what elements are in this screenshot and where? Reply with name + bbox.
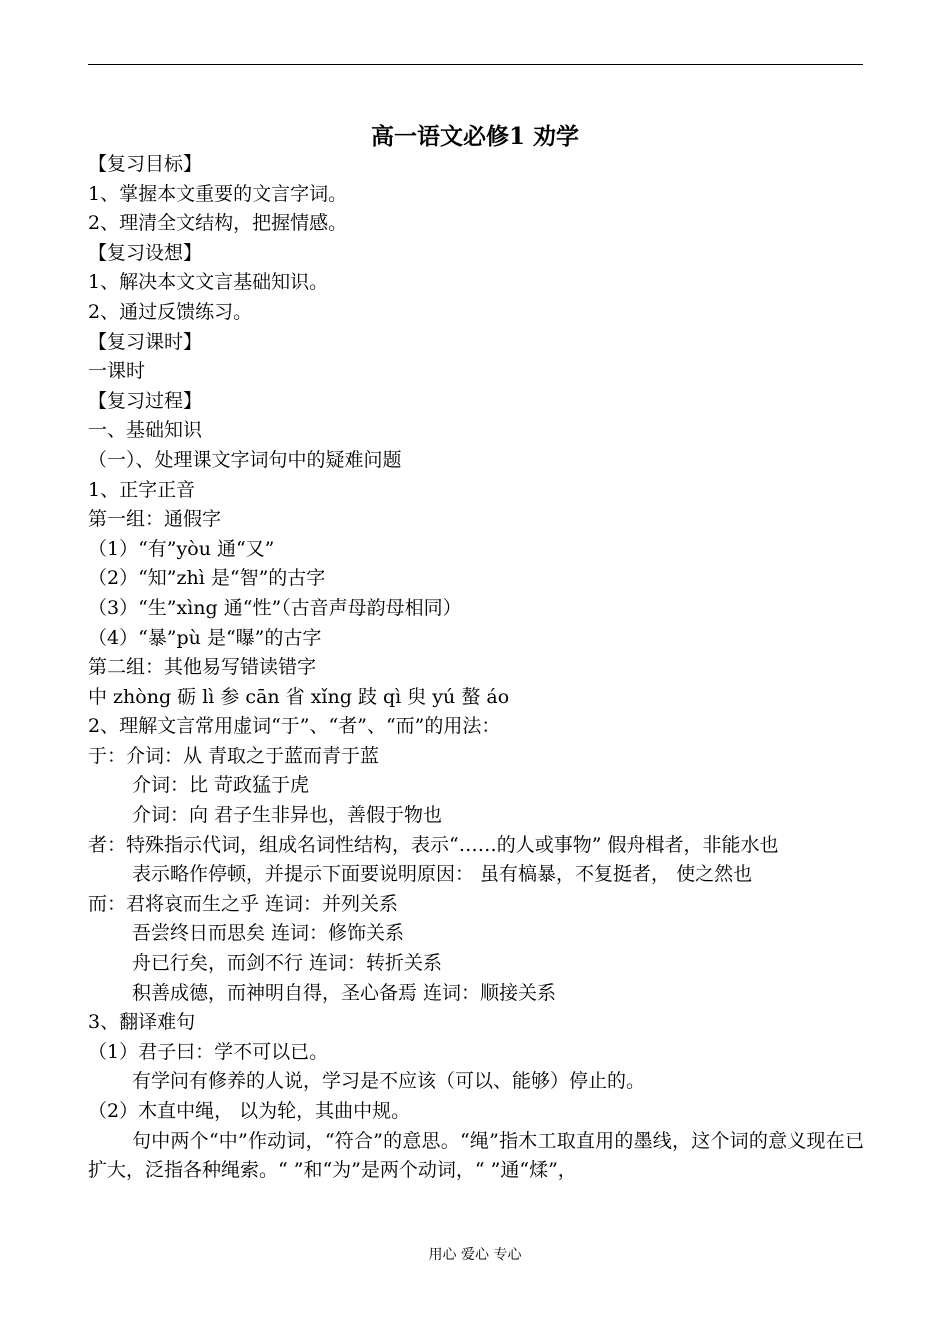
paragraph: 一课时 [88, 360, 146, 383]
paragraph: 有学问有修养的人说，学习是不应该（可以、能够）停止的。 [132, 1070, 646, 1093]
paragraph: （4）“暴”pù 是“曝”的古字 [88, 626, 322, 649]
paragraph: 一、基础知识 [88, 419, 203, 442]
paragraph: 舟已行矣，而剑不行 连词：转折关系 [132, 952, 443, 975]
section-heading-process: 【复习过程】 [88, 389, 203, 412]
paragraph: （1）君子曰：学不可以已。 [88, 1040, 329, 1063]
paragraph: 2、理解文言常用虚词“于”、“者”、“而”的用法： [88, 715, 501, 738]
paragraph: 介词：向 君子生非异也，善假于物也 [132, 804, 443, 827]
paragraph: （2）木直中绳， 以为轮，其曲中规。 [88, 1100, 411, 1122]
paragraph: 3、翻译难句 [88, 1011, 196, 1034]
page-footer: 用心 爱心 专心 [428, 1247, 522, 1263]
paragraph: 积善成德，而神明自得，圣心备焉 连词：顺接关系 [132, 981, 557, 1004]
paragraph: （1）“有”yòu 通“又” [88, 537, 275, 560]
paragraph: 而：君将哀而生之乎 连词：并列关系 [88, 892, 399, 915]
paragraph: （2）“知”zhì 是“智”的古字 [88, 567, 326, 590]
paragraph: 1、正字正音 [88, 478, 196, 501]
paragraph: 介词：比 苛政猛于虎 [132, 774, 310, 797]
page-title: 高一语文必修1 劝学 [370, 123, 579, 150]
header-rule [88, 64, 863, 65]
paragraph: 第二组：其他易写错读错字 [88, 656, 317, 679]
paragraph: 于：介词：从 青取之于蓝而青于蓝 [88, 744, 380, 767]
paragraph: 2、理清全文结构，把握情感。 [88, 212, 348, 235]
paragraph: 者：特殊指示代词，组成名词性结构，表示“……的人或事物” 假舟楫者，非能水也 [88, 833, 779, 856]
paragraph: 2、通过反馈练习。 [88, 300, 253, 323]
paragraph: 中 zhòng 砺 lì 参 cān 省 xǐng 跂 qì 臾 yú 螯 áo [88, 685, 510, 708]
paragraph: 第一组：通假字 [88, 508, 222, 531]
paragraph: 表示略作停顿，并提示下面要说明原因： 虽有槁暴，不复挺者， 使之然也 [132, 863, 753, 886]
paragraph: 吾尝终日而思矣 连词：修饰关系 [132, 922, 405, 945]
paragraph: （3）“生”xìng 通“性”（古音声母韵母相同） [88, 596, 462, 619]
paragraph: （一）、处理课文字词句中的疑难问题 [88, 448, 402, 471]
paragraph: 句中两个“中”作动词，“符合”的意思。“绳”指木工取直用的墨线，这个词的意义现在已扩大，泛指各种绳索。“ ”和“为”是两个动词，“ ”通“煣”， [88, 1129, 864, 1182]
paragraph: 1、解决本文文言基础知识。 [88, 271, 329, 294]
section-heading-hours: 【复习课时】 [88, 330, 203, 353]
paragraph: 1、掌握本文重要的文言字词。 [88, 182, 348, 205]
section-heading-goals: 【复习目标】 [88, 153, 203, 175]
document-body [88, 150, 864, 1186]
section-heading-plan: 【复习设想】 [88, 241, 203, 264]
